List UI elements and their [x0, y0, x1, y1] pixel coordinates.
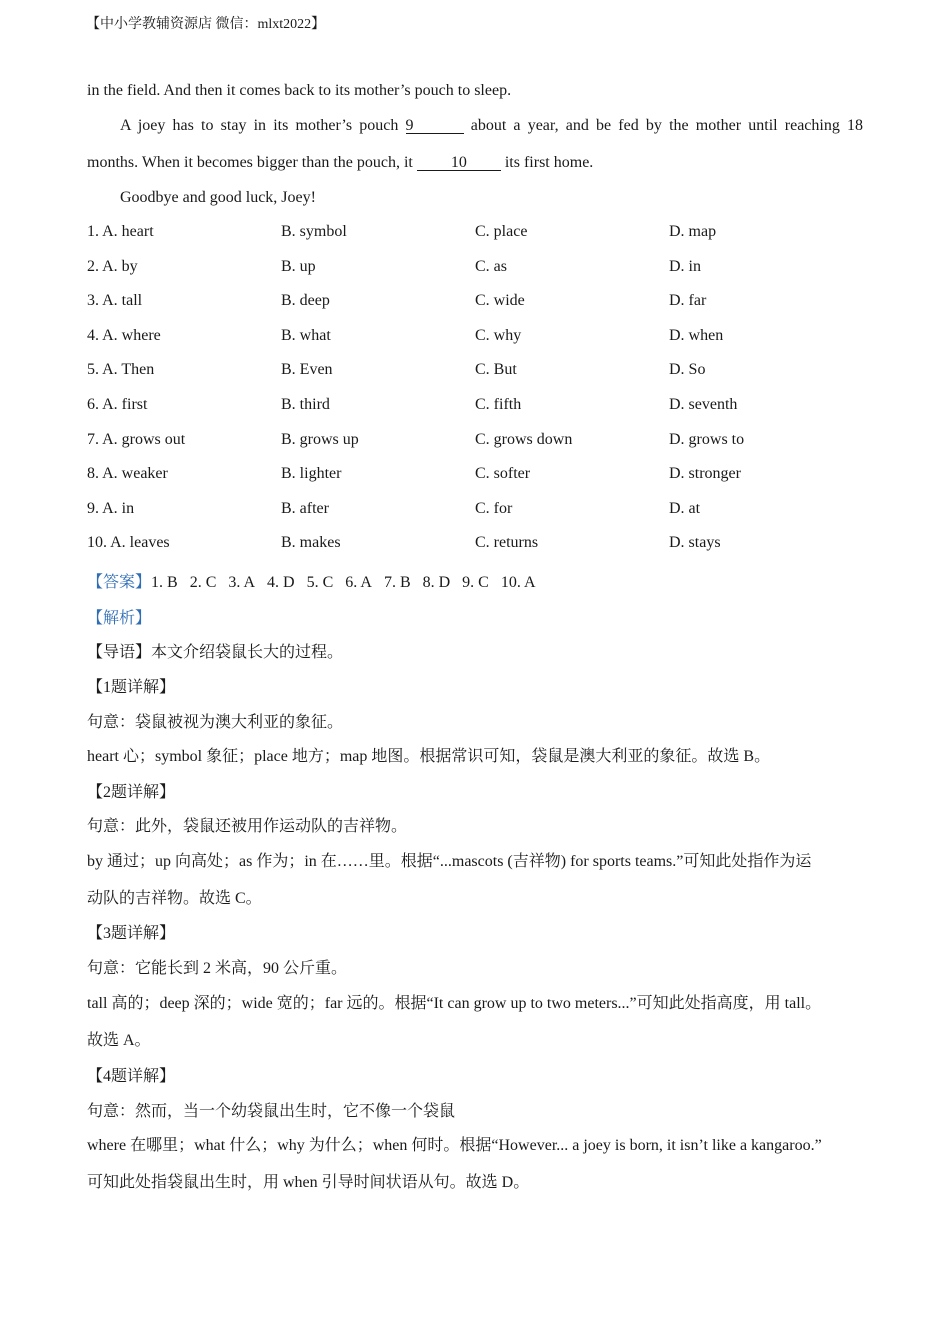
q3-title: 【3题详解】	[87, 925, 176, 942]
option-b: B. what	[281, 326, 331, 344]
q4-detail-line-1: where 在哪里；what 什么；why 为什么；when 何时。根据“However... a joey is born, it isn’t like a kangaroo.”	[87, 1137, 822, 1154]
option-b: B. third	[281, 396, 330, 413]
answer-item: 4. D	[267, 574, 295, 591]
option-a: 5. A. Then	[87, 361, 155, 379]
option-a: 3. A. tall	[87, 292, 143, 310]
option-c: C. as	[475, 257, 507, 275]
option-d: D. grows to	[669, 430, 745, 448]
option-b: B. up	[281, 257, 316, 275]
q3-detail-line-2: 故选 A。	[87, 1032, 151, 1049]
answer-item: 3. A	[228, 574, 256, 591]
blank-9: 9	[406, 118, 464, 134]
option-row	[87, 327, 863, 347]
answer-item: 6. A	[345, 574, 372, 591]
option-d: D. at	[669, 499, 701, 517]
option-c: C. returns	[475, 534, 539, 552]
option-b: B. Even	[281, 361, 333, 379]
option-a: 1. A. heart	[87, 223, 154, 240]
analysis-intro: 【导语】本文介绍袋鼠长大的过程。	[87, 644, 344, 661]
passage-text: its first home.	[504, 154, 594, 171]
passage-paragraph-3: Goodbye and good luck, Joey!	[120, 189, 316, 206]
option-c: C. wide	[475, 292, 525, 310]
q2-title: 【2题详解】	[87, 784, 176, 801]
answer-item: 8. D	[422, 574, 451, 591]
option-row	[87, 361, 863, 381]
passage-text: about a year, and be fed by the mother until reaching 18	[470, 117, 864, 134]
q4-meaning: 句意：然而，当一个幼袋鼠出生时，它不像一个袋鼠	[87, 1103, 456, 1120]
option-b: B. deep	[281, 292, 330, 310]
passage-line-1: in the field. And then it comes back to its mother’s pouch to sleep.	[87, 82, 512, 99]
q3-meaning: 句意：它能长到 2 米高，90 公斤重。	[87, 960, 348, 977]
q2-meaning: 句意：此外，袋鼠还被用作运动队的吉祥物。	[87, 818, 408, 835]
analysis-label: 【解析】	[87, 610, 152, 627]
option-a: 10. A. leaves	[87, 534, 170, 552]
answer-item: 10. A	[500, 574, 536, 591]
option-a: 2. A. by	[87, 257, 138, 275]
option-b: B. symbol	[281, 223, 347, 240]
page-header: 【中小学教辅资源店 微信：mlxt2022】	[86, 17, 326, 32]
option-row	[87, 258, 863, 278]
option-b: B. makes	[281, 534, 341, 552]
option-c: C. softer	[475, 465, 531, 483]
option-row	[87, 465, 863, 485]
q2-detail-line-1: by 通过；up 向高处；as 作为；in 在……里。根据“...mascots (吉祥物) for sports teams.”可知此处指作为运	[87, 853, 812, 870]
q4-detail-line-2: 可知此处指袋鼠出生时，用 when 引导时间状语从句。故选 D。	[87, 1174, 530, 1191]
option-d: D. far	[669, 292, 707, 310]
option-a: 9. A. in	[87, 499, 135, 517]
option-d: D. stays	[669, 534, 721, 552]
option-c: C. But	[475, 361, 517, 379]
option-row	[87, 431, 863, 451]
option-row	[87, 500, 863, 520]
option-d: D. stronger	[669, 465, 741, 483]
option-row	[87, 292, 863, 312]
option-a: 4. A. where	[87, 326, 161, 344]
option-d: D. seventh	[669, 396, 738, 413]
option-d: D. when	[669, 326, 724, 344]
answer-label: 【答案】	[87, 574, 152, 591]
answer-item: 1. B	[151, 574, 178, 591]
answer-item: 7. B	[383, 574, 411, 591]
option-a: 7. A. grows out	[87, 430, 186, 448]
q4-title: 【4题详解】	[87, 1068, 176, 1085]
answer-item: 5. C	[306, 574, 334, 591]
q1-title: 【1题详解】	[87, 679, 176, 696]
passage-paragraph-2-line-1	[87, 117, 863, 135]
option-c: C. for	[475, 499, 513, 517]
option-c: C. fifth	[475, 396, 522, 413]
answer-values	[151, 574, 548, 591]
option-a: 6. A. first	[87, 396, 148, 413]
option-a: 8. A. weaker	[87, 465, 168, 483]
q1-detail: heart 心；symbol 象征；place 地方；map 地图。根据常识可知，袋鼠是澳大利亚的象征。故选 B。	[87, 748, 771, 765]
option-c: C. place	[475, 223, 528, 240]
option-row	[87, 534, 863, 554]
passage-text: A joey has to stay in its mother’s pouch	[120, 117, 399, 134]
answer-line	[87, 569, 548, 592]
q2-detail-line-2: 动队的吉祥物。故选 C。	[87, 890, 262, 907]
option-d: D. in	[669, 257, 701, 275]
option-c: C. grows down	[475, 430, 573, 448]
blank-10: 10	[417, 155, 501, 171]
answer-item: 2. C	[189, 574, 217, 591]
option-row	[87, 223, 863, 243]
option-c: C. why	[475, 326, 522, 344]
passage-paragraph-2-line-2	[87, 154, 593, 172]
option-d: D. So	[669, 361, 706, 379]
option-b: B. after	[281, 499, 329, 517]
option-row	[87, 396, 863, 416]
q3-detail-line-1: tall 高的；deep 深的；wide 宽的；far 远的。根据“It can grow up to two meters...”可知此处指高度，用 tall。	[87, 995, 822, 1012]
q1-meaning: 句意：袋鼠被视为澳大利亚的象征。	[87, 714, 344, 731]
passage-text: months. When it becomes bigger than the pouch, it	[87, 154, 413, 171]
option-b: B. lighter	[281, 465, 342, 483]
option-d: D. map	[669, 223, 717, 240]
option-b: B. grows up	[281, 430, 359, 448]
answer-item: 9. C	[462, 574, 489, 591]
